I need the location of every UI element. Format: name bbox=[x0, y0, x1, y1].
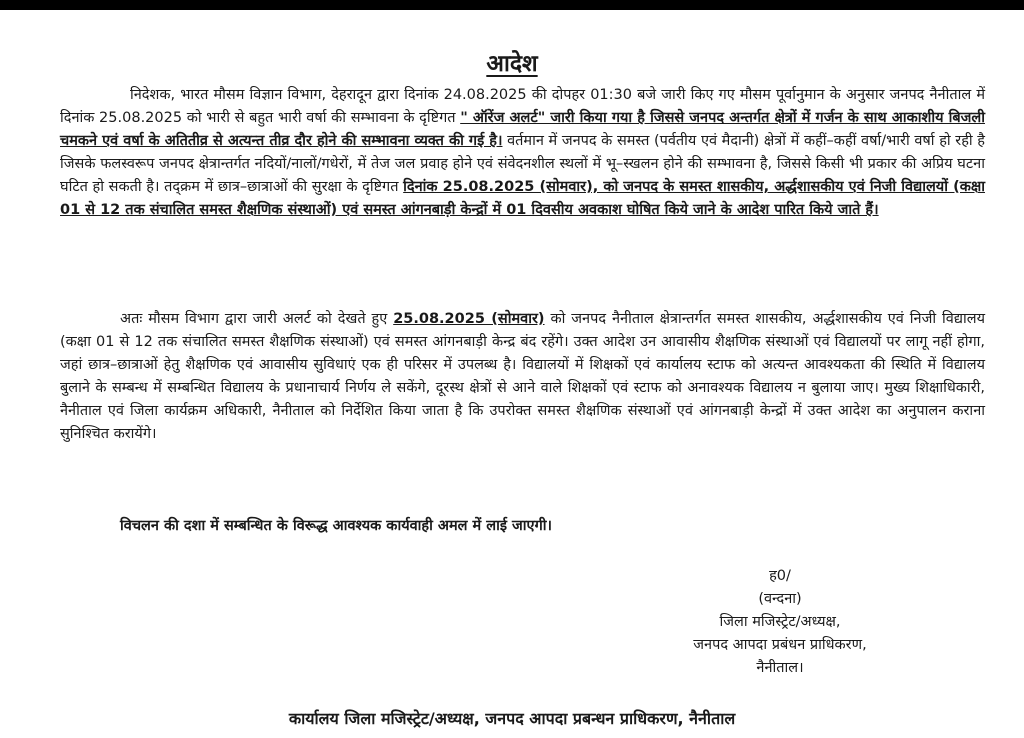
paragraph-1 bbox=[60, 84, 985, 222]
signatory-designation: जिला मजिस्ट्रेट/अध्यक्ष, bbox=[719, 614, 841, 630]
p2-text-3: को जनपद नैनीताल क्षेत्रान्तर्गत समस्त शासकीय, अर्द्धशासकीय एवं निजी विद्यालय (कक्षा 01 से 12 तक संचालित समस्त शैक्षणिक संस्थाओं) एवं समस्त आंगनबाड़ी केन्द्र बंद रहेंगे। उक्त आदेश उन आवासीय शैक्षणिक संस्थाओं एवं विद्यालयों पर लागू नहीं होगा, जहां छात्र–छात्राओं हेतु शैक्षणिक एवं आवासीय सुविधाएं एक ही परिसर में उपलब्ध है। विद्यालयों में शिक्षकों एवं कार्यालय स्टाफ को अत्यन्त आवश्यकता की स्थिति में विद्यालय बुलाने के सम्बन्ध में सम्बन्धित विद्यालय के प्रधानाचार्य निर्णय ले सकेंगे, दूरस्थ क्षेत्रों से आने वाले शिक्षकों एवं स्टाफ को अनावश्यक विद्यालय न बुलाया जाए। मुख्य शिक्षाधिकारी, नैनीताल एवं जिला कार्यक्रम अधिकारी, नैनीताल को निर्देशित किया जाता है कि उपरोक्त समस्त शैक्षणिक संस्थाओं एवं आंगनबाड़ी केन्द्रों में उक्त आदेश का अनुपालन कराना सुनिश्चित करायेंगे। bbox=[60, 311, 985, 442]
paragraph-3: विचलन की दशा में सम्बन्धित के विरूद्ध आवश्यक कार्यवाही अमल में लाई जाएगी। bbox=[120, 518, 552, 534]
office-footer: कार्यालय जिला मजिस्ट्रेट/अध्यक्ष, जनपद आपदा प्रबन्धन प्राधिकरण, नैनीताल bbox=[288, 709, 736, 728]
signatory-place: नैनीताल। bbox=[756, 660, 804, 676]
paragraph-2 bbox=[60, 308, 985, 446]
p1-text-1: निदेशक, भारत मौसम विज्ञान विभाग, देहरादून द्वारा दिनांक 24.08.2025 की दोपहर 01:30 बजे जारी किए गए मौसम पूर्वानुमान के अनुसार जनपद नैनीताल में दिनांक 25.08.2025 को भारी से बहुत भारी वर्षा की सम्भावना के दृष्टिगत bbox=[60, 87, 985, 126]
p1-holiday-order: दिनांक 25.08.2025 (सोमवार), को जनपद के समस्त शासकीय, अर्द्धशासकीय एवं निजी विद्यालयों (कक्षा 01 से 12 तक संचालित समस्त शैक्षणिक संस्थाओं) एवं समस्त आंगनबाड़ी केन्द्रों में 01 दिवसीय अवकाश घोषित किये जाने के आदेश पारित किये जाते हैं। bbox=[60, 179, 985, 218]
page-title: आदेश bbox=[486, 51, 538, 77]
p1-orange-alert: " ऑरेंज अलर्ट" जारी किया गया है जिससे जनपद अन्तर्गत क्षेत्रों में गर्जन के साथ आकाशीय बिजली चमकने एवं वर्षा के अतितीव्र से अत्यन्त तीव्र दौर होने की सम्भावना व्यक्त की गई है। bbox=[60, 110, 985, 149]
top-bar bbox=[0, 0, 1024, 10]
p2-date: 25.08.2025 (सोमवार) bbox=[393, 311, 545, 327]
signature-block bbox=[600, 565, 960, 680]
signatory-authority: जनपद आपदा प्रबंधन प्राधिकरण, bbox=[693, 637, 867, 653]
p1-text-3: वर्तमान में जनपद के समस्त (पर्वतीय एवं मैदानी) क्षेत्रों में कहीं–कहीं वर्षा/भारी वर्षा हो रही है जिसके फलस्वरूप जनपद क्षेत्रान्तर्गत नदियों/नालों/गधेरों, में तेज जल प्रवाह होने एवं संवेदनशील स्थलों में भू–स्खलन होने की सम्भावना है, जिससे किसी भी प्रकार की अप्रिय घटना घटित हो सकती है। तद्क्रम में छात्र–छात्राओं की सुरक्षा के दृष्टिगत bbox=[60, 133, 985, 195]
signature-mark: ह0/ bbox=[769, 568, 791, 584]
p2-text-1: अतः मौसम विभाग द्वारा जारी अलर्ट को देखते हुए bbox=[120, 311, 394, 327]
signatory-name: (वन्दना) bbox=[758, 591, 802, 607]
